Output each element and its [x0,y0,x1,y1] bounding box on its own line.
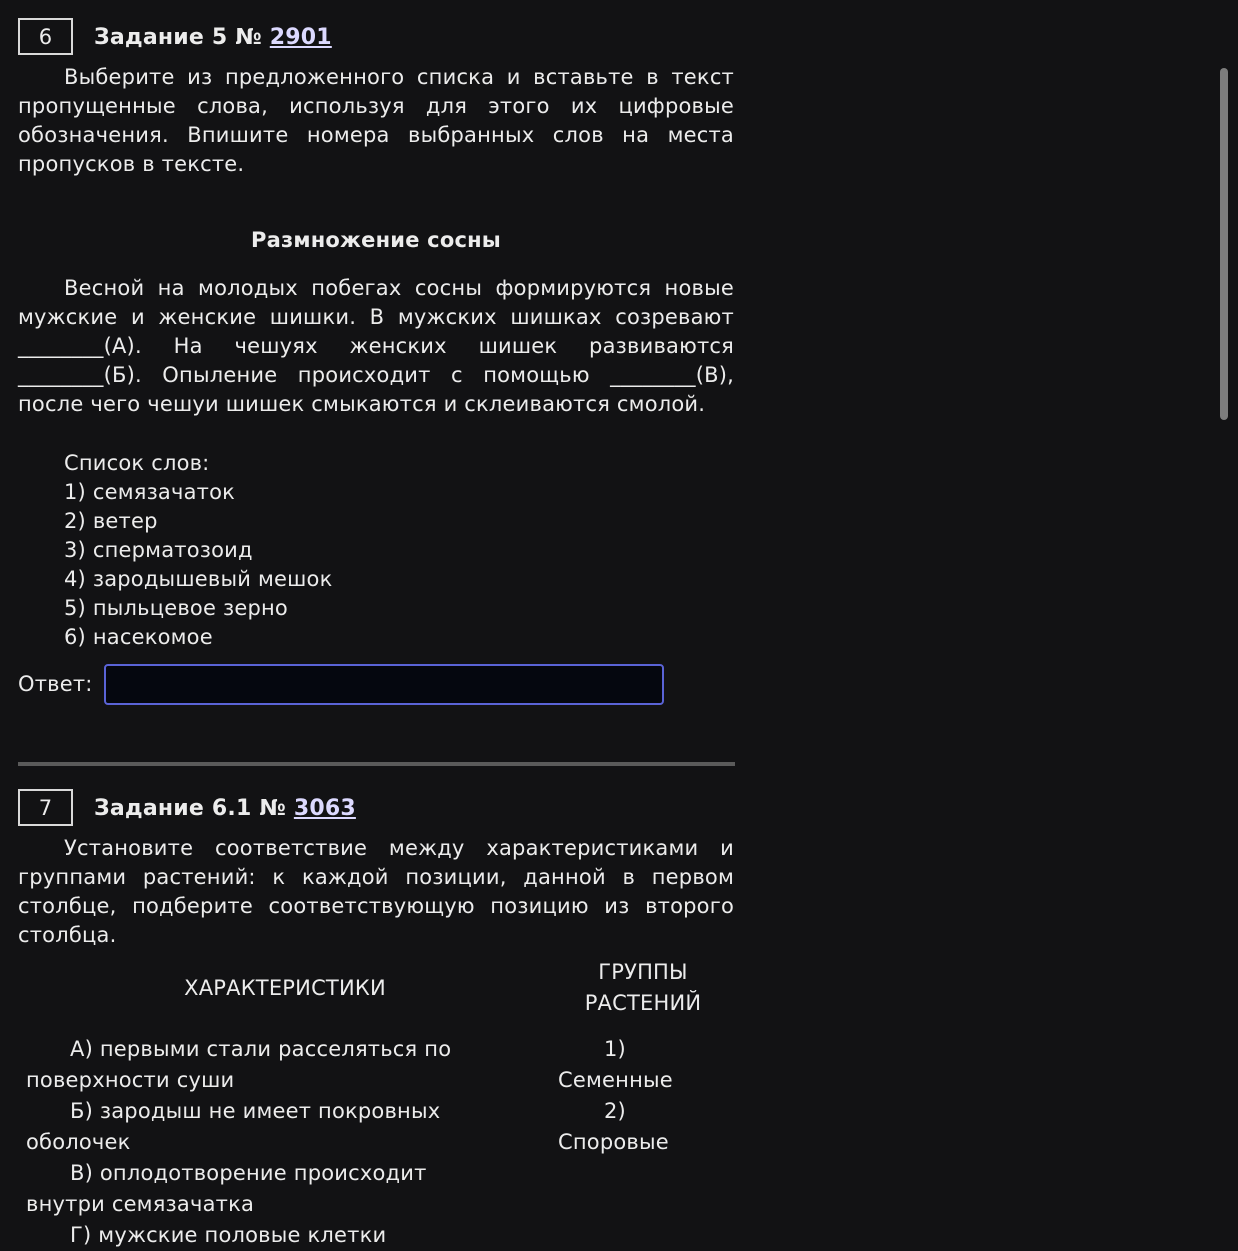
word-item: 5) пыльцевое зерно [64,596,288,620]
word-item: 3) сперматозоид [64,538,253,562]
text-title: Размножение сосны [250,228,501,252]
task-number-box: 6 [18,18,73,55]
text-body: Весной на молодых побегах сосны формируются новые мужские и женские шишки. В мужских шишках созревают ________(А). На чешуях женских шишек развиваются ________(Б). Опыление происходит с помощью ________(В), после чего чешуи шишек смыкаются и склеиваются смолой. [18,276,734,416]
answer-label: Ответ: [18,672,93,696]
characteristic-line: А) первыми стали расселяться по [70,1037,452,1061]
task-instructions: Установите соответствие между характеристиками и группами растений: к каждой позиции, данной в первом столбце, подберите соответствующую позицию из второго столбца. [18,836,734,947]
characteristic-item [26,1220,526,1251]
word-item: 4) зародышевый мешок [64,567,333,591]
word-item: 6) насекомое [64,625,213,649]
characteristic-item [26,1096,526,1158]
characteristic-line: В) оплодотворение происходит [70,1161,427,1185]
task-number-box: 7 [18,789,73,826]
task-divider [18,762,735,766]
table-header-groups [548,957,738,1019]
group-number: 2) [604,1099,626,1123]
characteristic-item [26,1158,526,1220]
characteristic-line: Б) зародыш не имеет покровных [70,1099,441,1123]
group-item [558,1096,708,1158]
word-item: 1) семязачаток [64,480,236,504]
group-name: Семенные [558,1068,673,1092]
characteristic-line: внутри семязачатка [26,1192,255,1216]
characteristic-line: оболочек [26,1130,131,1154]
word-list-heading: Список слов: [64,451,210,475]
group-name: Споровые [558,1130,669,1154]
answer-input[interactable] [104,664,664,705]
task-title [94,25,332,50]
group-number: 1) [604,1037,626,1061]
table-header-groups-line: РАСТЕНИЙ [584,991,702,1015]
task-title-text: Задание 6.1 № [94,796,294,821]
group-item [558,1034,708,1096]
task-title-text: Задание 5 № [94,25,270,50]
table-header-groups-line: ГРУППЫ [598,960,688,984]
characteristic-item [26,1034,526,1096]
task-link[interactable]: 3063 [293,796,356,821]
word-item: 2) ветер [64,509,158,533]
scrollbar[interactable] [1220,68,1228,420]
task-link[interactable]: 2901 [269,25,332,50]
table-header-characteristics: ХАРАКТЕРИСТИКИ [184,976,386,1000]
word-list [64,449,332,652]
task-title [94,796,356,821]
task-instructions: Выберите из предложенного списка и вставьте в текст пропущенные слова, используя для этого их цифровые обозначения. Впишите номера выбранных слов на места пропусков в тексте. [18,65,734,176]
characteristic-line: поверхности суши [26,1068,235,1092]
characteristic-line: Г) мужские половые клетки [70,1223,387,1247]
